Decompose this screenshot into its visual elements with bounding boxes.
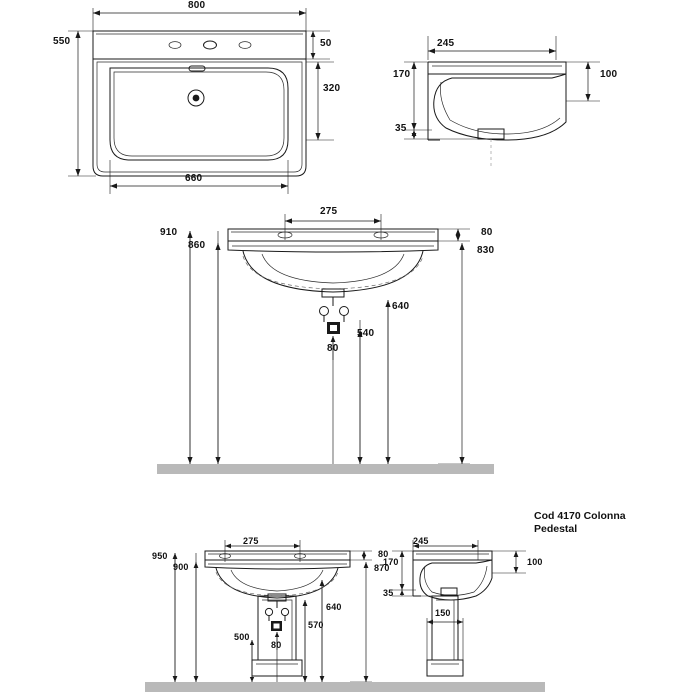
product-code-caption [534, 510, 626, 536]
dim-label-245-top: 245 [437, 38, 455, 49]
dim-label-800: 800 [188, 0, 206, 11]
dim-label-640-wallhung: 640 [392, 301, 410, 312]
dim-label-100-top: 100 [600, 69, 618, 80]
dim-label-80-waste-pedestal: 80 [271, 640, 282, 650]
dim-label-275-wallhung: 275 [320, 206, 338, 217]
dim-label-80-waste-wallhung: 80 [327, 343, 339, 354]
dim-label-245-side-pedestal: 245 [413, 536, 429, 546]
product-code-line2: Pedestal [534, 523, 578, 535]
dim-label-900: 900 [173, 562, 189, 572]
dim-label-80-wallhung-band: 80 [481, 227, 493, 238]
product-code-line1: Cod 4170 Colonna [534, 510, 626, 522]
dim-label-830: 830 [477, 245, 495, 256]
dim-label-660: 660 [185, 173, 203, 184]
dim-label-550: 550 [53, 36, 71, 47]
dim-label-570: 570 [308, 620, 324, 630]
dim-label-950: 950 [152, 551, 168, 561]
dim-label-540: 540 [357, 328, 375, 339]
dim-label-275-pedestal: 275 [243, 536, 259, 546]
dim-label-170-top: 170 [393, 69, 411, 80]
dim-label-860: 860 [188, 240, 206, 251]
dim-label-170-side-pedestal: 170 [383, 557, 399, 567]
dim-label-35-top: 35 [395, 123, 407, 134]
dim-label-910: 910 [160, 227, 178, 238]
dim-label-500: 500 [234, 632, 250, 642]
dim-label-640-pedestal: 640 [326, 602, 342, 612]
dim-label-80-pedestal-band: 80 [378, 549, 389, 559]
dim-label-870: 870 [374, 563, 390, 573]
dim-label-35-side-pedestal: 35 [383, 588, 394, 598]
dim-label-320: 320 [323, 83, 341, 94]
dim-label-150: 150 [435, 608, 451, 618]
dim-label-50: 50 [320, 38, 332, 49]
dim-label-100-side-pedestal: 100 [527, 557, 543, 567]
